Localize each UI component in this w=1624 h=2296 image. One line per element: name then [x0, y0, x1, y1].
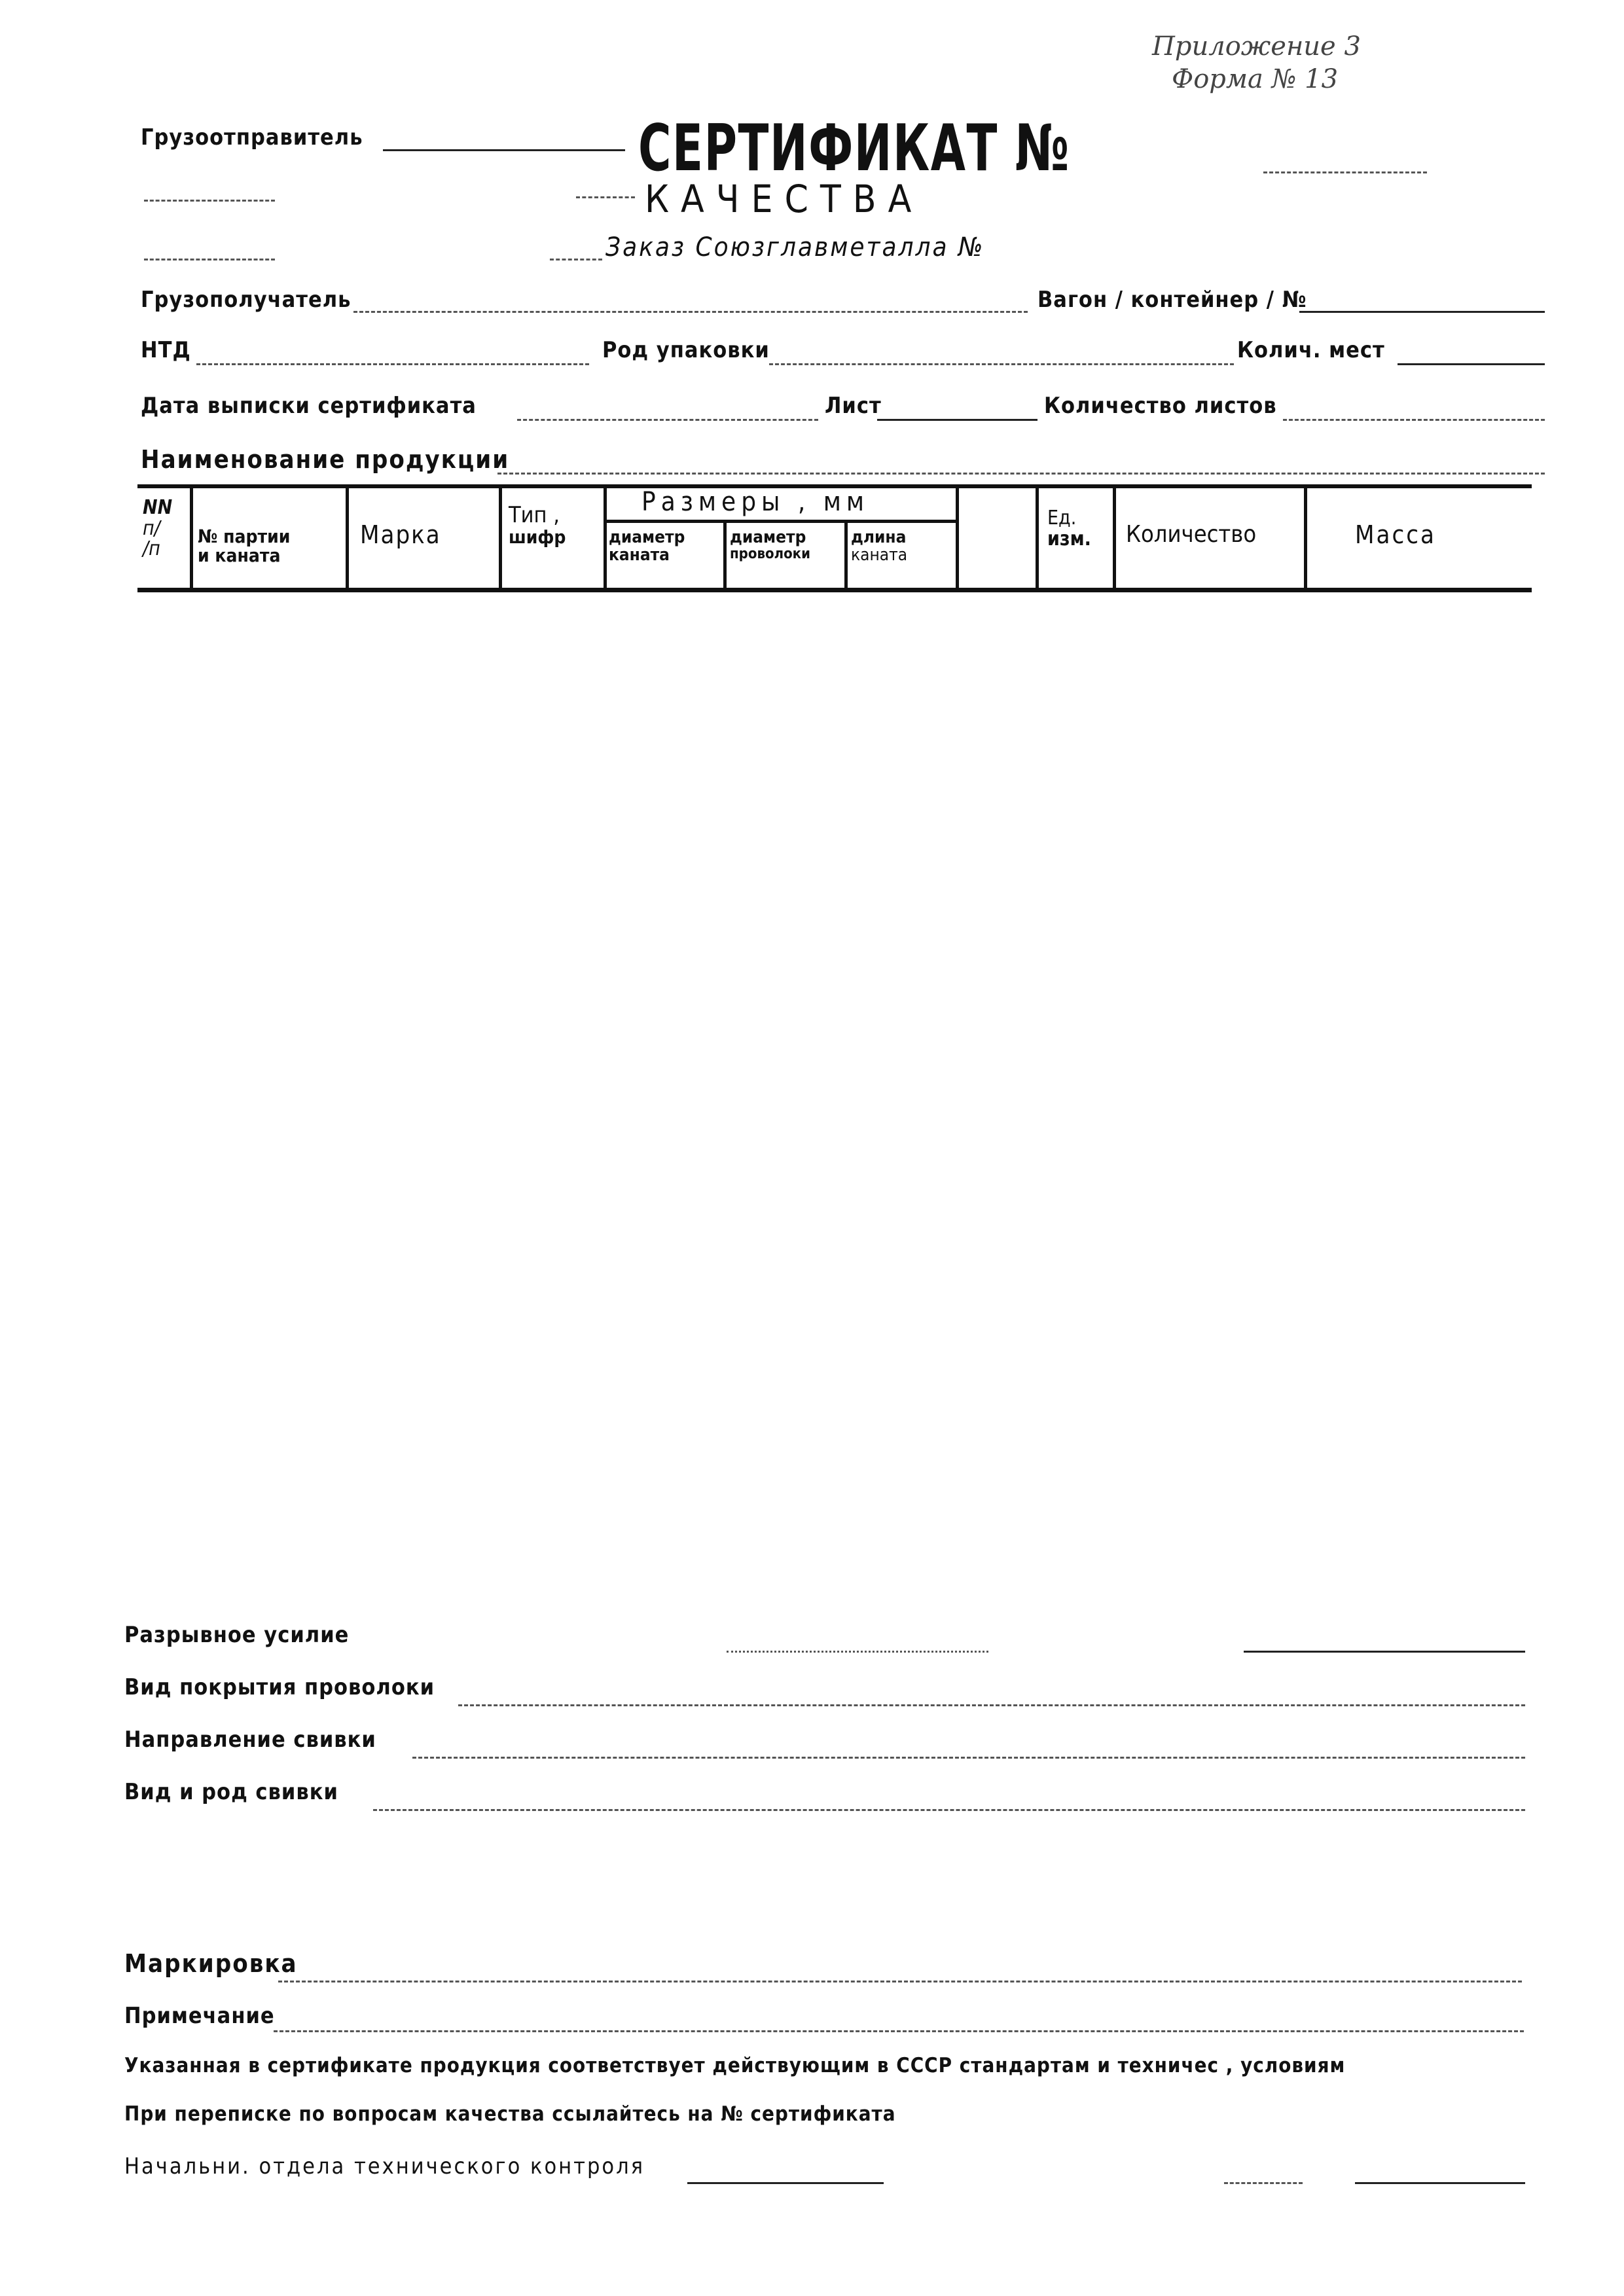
col-divider	[723, 521, 727, 592]
col-rope-diameter	[609, 529, 685, 565]
note-line	[274, 2030, 1524, 2032]
shipper-line	[383, 149, 625, 151]
col-wire-diameter-line1: диаметр	[730, 528, 806, 547]
col-rope-diameter-line2: каната	[609, 545, 670, 565]
breaking-force-line-2	[1244, 1651, 1525, 1653]
lay-type-label: Вид и род свивки	[124, 1779, 338, 1805]
marking-line	[278, 1981, 1522, 1982]
lay-type-line	[373, 1809, 1525, 1811]
col-unit	[1047, 508, 1091, 549]
col-rope-diameter-line1: диаметр	[609, 528, 685, 547]
packing-label: Род упаковки	[602, 337, 770, 363]
note-label: Примечание	[124, 2003, 275, 2029]
certificate-title: СЕРТИФИКАТ №	[638, 111, 1070, 186]
col-wire-diameter	[730, 529, 810, 562]
col-rope-length-line1: длина	[851, 528, 907, 547]
conformity-statement: Указанная в сертификате продукция соответствует действующим в СССР стандартам и техничес , условиям	[124, 2054, 1346, 2077]
col-nn-line1: NN	[143, 496, 173, 519]
head-otk-signature-line	[687, 2182, 884, 2184]
col-wire-diameter-line2: проволоки	[730, 546, 810, 563]
col-type	[509, 504, 566, 547]
col-batch	[198, 527, 290, 565]
order-label: Заказ Союзглавметалла №	[605, 232, 985, 262]
col-quantity: Количество	[1126, 521, 1257, 548]
col-divider	[604, 484, 607, 592]
col-rope-length-line2: каната	[851, 545, 908, 565]
col-divider	[844, 521, 848, 592]
product-name-line	[497, 473, 1545, 475]
lay-direction-label: Направление свивки	[124, 1727, 376, 1753]
col-divider	[1036, 484, 1039, 592]
packing-line	[769, 363, 1234, 365]
col-unit-line1: Ед.	[1047, 507, 1077, 529]
size-group-title: Размеры , мм	[641, 487, 870, 517]
ntd-label: НТД	[141, 337, 191, 363]
coating-line	[458, 1704, 1525, 1706]
col-divider	[1304, 484, 1307, 592]
col-mark: Марка	[360, 520, 441, 549]
consignee-line	[353, 311, 1028, 313]
col-type-line1: Тип ,	[509, 502, 560, 528]
wagon-label: Вагон / контейнер / №	[1038, 287, 1307, 313]
col-batch-line1: № партии	[198, 526, 291, 547]
size-group-rule	[604, 520, 957, 523]
col-divider	[499, 484, 502, 592]
col-mass: Масса	[1355, 520, 1436, 549]
col-nn-line3: /п	[143, 537, 160, 560]
subtitle-dash	[576, 196, 635, 198]
col-divider	[1113, 484, 1116, 592]
col-divider	[346, 484, 349, 592]
col-nn-line2: п/	[143, 516, 160, 540]
col-batch-line2: и каната	[198, 545, 281, 567]
form-number-label: Форма № 13	[1172, 64, 1339, 94]
ntd-line	[196, 363, 589, 365]
col-type-line2: шифр	[509, 526, 566, 548]
shipper-line-2	[144, 200, 275, 202]
coating-label: Вид покрытия проволоки	[124, 1674, 435, 1700]
head-otk-line-2	[1224, 2182, 1303, 2184]
issue-date-line	[517, 419, 818, 421]
shipper-line-4	[550, 259, 602, 260]
order-underline	[1263, 171, 1427, 173]
products-table-header	[137, 484, 1532, 592]
breaking-force-label: Разрывное усилие	[124, 1622, 350, 1648]
shipper-label: Грузоотправитель	[141, 124, 363, 151]
sheet-label: Лист	[825, 393, 882, 419]
col-divider	[190, 484, 193, 592]
issue-date-label: Дата выписки сертификата	[141, 393, 477, 419]
breaking-force-line	[727, 1651, 988, 1653]
col-nn	[143, 497, 172, 560]
marking-label: Маркировка	[124, 1949, 298, 1978]
head-otk-label: Начальни. отдела технического контроля	[124, 2153, 645, 2179]
head-otk-line-3	[1355, 2182, 1525, 2184]
col-unit-line2: изм.	[1047, 527, 1091, 550]
consignee-label: Грузополучатель	[141, 287, 352, 313]
sheet-line	[877, 419, 1038, 421]
product-name-label: Наименование продукции	[141, 445, 510, 474]
wagon-line	[1299, 311, 1545, 313]
places-label: Колич. мест	[1237, 337, 1385, 363]
lay-direction-line	[412, 1757, 1525, 1759]
shipper-line-3	[144, 259, 275, 260]
sheets-count-label: Количество листов	[1044, 393, 1277, 419]
certificate-subtitle: КАЧЕСТВА	[645, 177, 924, 221]
correspondence-note: При переписке по вопросам качества ссылайтесь на № сертификата	[124, 2102, 896, 2126]
col-rope-length	[851, 529, 907, 565]
places-line	[1398, 363, 1545, 365]
col-divider	[956, 484, 959, 592]
sheets-count-line	[1283, 419, 1545, 421]
appendix-label: Приложение 3	[1152, 31, 1361, 62]
